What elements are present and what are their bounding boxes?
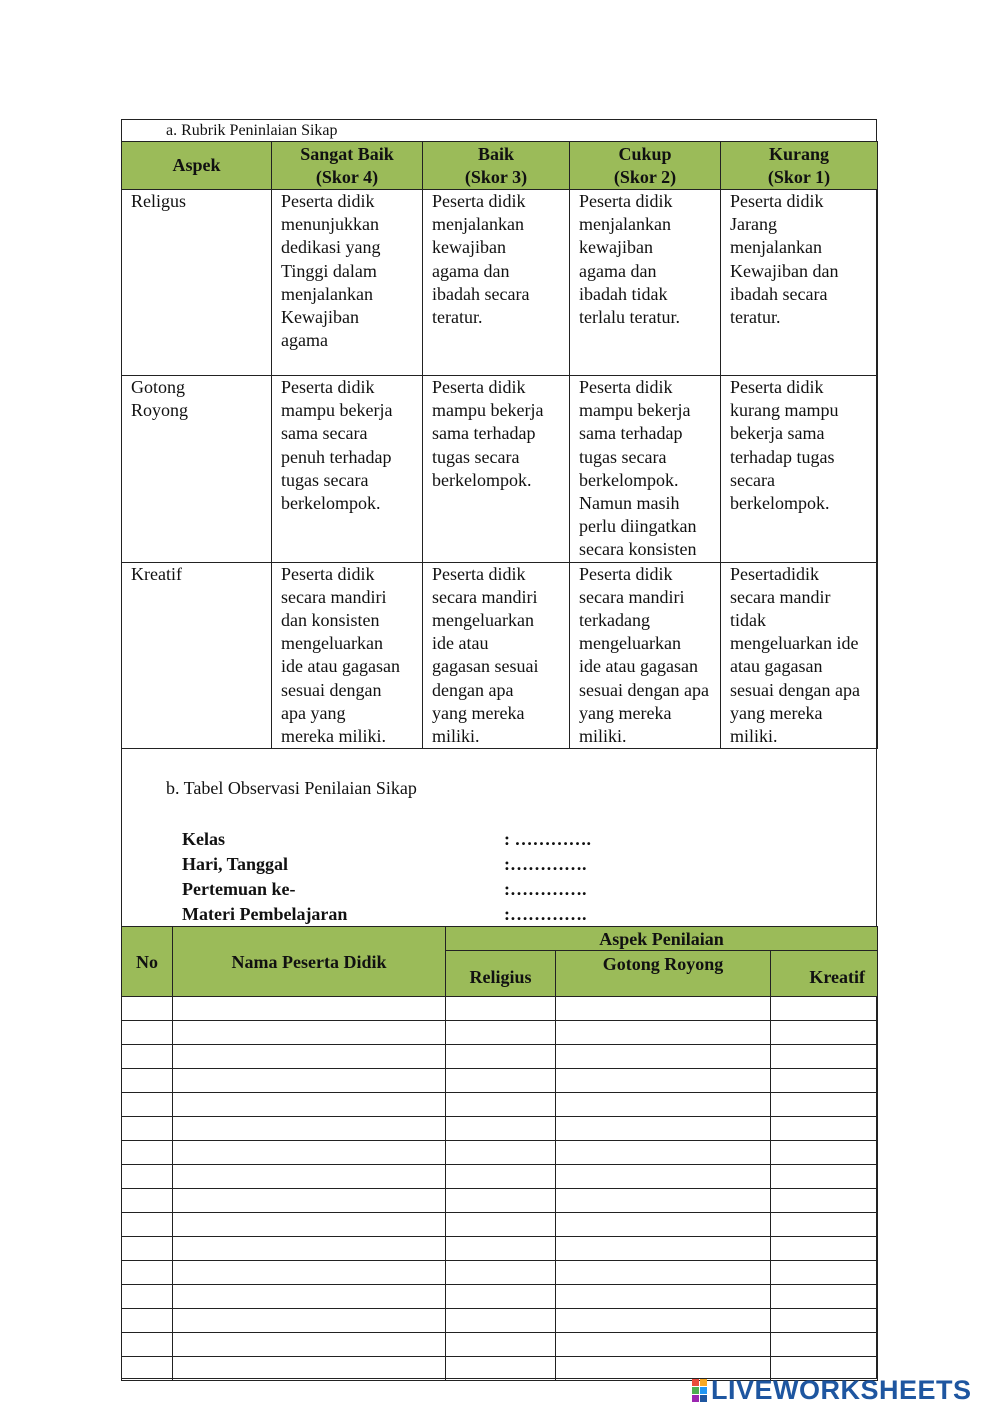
info-row-hari-tanggal	[182, 852, 591, 877]
rubric-aspect-line: Kreatif	[131, 563, 182, 584]
rubric-criteria-line: Peserta didik	[281, 191, 375, 211]
rubric-criteria-line: teratur.	[432, 307, 483, 328]
rubric-criteria-line: agama dan	[579, 260, 657, 281]
rubric-criteria-cell	[721, 376, 878, 563]
info-label: Kelas	[182, 829, 225, 849]
obs-empty-cell[interactable]	[173, 1285, 446, 1309]
rubric-criteria-line: mampu bekerja	[579, 400, 691, 421]
rubric-criteria-line: secara konsisten	[579, 539, 697, 560]
obs-empty-cell[interactable]	[173, 1357, 446, 1381]
rubric-criteria-line: yang mereka	[730, 702, 823, 723]
obs-empty-cell[interactable]	[173, 1069, 446, 1093]
rubric-criteria-line: miliki.	[730, 726, 778, 747]
table-row	[122, 1285, 878, 1309]
obs-empty-cell[interactable]	[446, 1093, 556, 1117]
rubric-criteria-line: secara mandiri	[281, 586, 387, 607]
rubric-criteria-cell	[272, 190, 423, 376]
obs-empty-cell[interactable]	[122, 1357, 173, 1381]
obs-empty-cell[interactable]	[771, 1165, 878, 1189]
rubric-aspect-cell	[122, 562, 272, 749]
info-label: Hari, Tanggal	[182, 854, 289, 874]
obs-empty-cell[interactable]	[173, 1117, 446, 1141]
rubric-criteria-line: Peserta didik	[579, 191, 673, 211]
info-value: :………….	[504, 854, 587, 874]
rubric-criteria-line: mengeluarkan	[281, 633, 383, 654]
rubric-caption: a. Rubrik Peninlaian Sikap	[166, 122, 338, 139]
obs-empty-cell[interactable]	[771, 1285, 878, 1309]
rubric-criteria-line: agama	[281, 330, 328, 351]
obs-empty-cell[interactable]	[122, 1261, 173, 1285]
rubric-criteria-line: ibadah secara	[432, 283, 530, 304]
obs-empty-cell[interactable]	[446, 997, 556, 1021]
rubric-criteria-line: gagasan sesuai	[432, 656, 539, 677]
obs-empty-cell[interactable]	[446, 1333, 556, 1357]
rubric-row	[122, 376, 878, 563]
obs-empty-cell[interactable]	[446, 1237, 556, 1261]
rubric-criteria-line: dedikasi yang	[281, 237, 381, 258]
obs-empty-cell[interactable]	[173, 1045, 446, 1069]
rubric-criteria-line: Tinggi dalam	[281, 260, 377, 281]
rubric-criteria-line: miliki.	[579, 726, 627, 747]
obs-empty-cell[interactable]	[122, 1069, 173, 1093]
rubric-criteria-line: menjalankan	[730, 237, 822, 258]
obs-empty-cell[interactable]	[556, 1141, 771, 1165]
obs-empty-cell[interactable]	[771, 1213, 878, 1237]
rubric-aspect-cell	[122, 376, 272, 563]
table-row	[122, 1069, 878, 1093]
rubric-criteria-line: perlu diingatkan	[579, 516, 697, 537]
rubric-aspect-line: Religus	[131, 191, 187, 211]
info-value: :………….	[504, 904, 587, 924]
obs-empty-cell[interactable]	[556, 1045, 771, 1069]
obs-empty-cell[interactable]	[556, 1213, 771, 1237]
obs-empty-cell[interactable]	[771, 1309, 878, 1333]
table-row	[122, 1333, 878, 1357]
table-row	[122, 1261, 878, 1285]
rubric-criteria-line: atau gagasan	[730, 656, 823, 677]
rubric-row	[122, 562, 878, 749]
obs-empty-cell[interactable]	[173, 1237, 446, 1261]
rubric-criteria-line: apa yang	[281, 702, 346, 723]
info-value: :………….	[504, 879, 587, 899]
obs-empty-cell[interactable]	[771, 1093, 878, 1117]
liveworksheets-logo-icon	[692, 1379, 707, 1402]
obs-empty-cell[interactable]	[556, 1165, 771, 1189]
logo-square	[700, 1395, 707, 1402]
rubric-criteria-cell	[721, 562, 878, 749]
obs-empty-cell[interactable]	[556, 1333, 771, 1357]
obs-empty-cell[interactable]	[771, 1189, 878, 1213]
obs-empty-cell[interactable]	[122, 1189, 173, 1213]
observation-info	[182, 827, 591, 927]
rubric-criteria-line: kewajiban	[432, 237, 506, 258]
rubric-criteria-line: yang mereka	[432, 702, 525, 723]
rubric-criteria-line: Peserta didik	[730, 191, 824, 211]
obs-header-aspek-penilaian: Aspek Penilaian	[446, 927, 878, 951]
obs-empty-cell[interactable]	[771, 1333, 878, 1357]
rubric-criteria-line: mampu bekerja	[432, 400, 544, 421]
rubric-criteria-line: Peserta didik	[730, 377, 824, 397]
obs-empty-cell[interactable]	[173, 1189, 446, 1213]
rubric-criteria-line: Kewajiban	[281, 307, 359, 328]
obs-empty-cell[interactable]	[122, 1045, 173, 1069]
table-row	[122, 1045, 878, 1069]
obs-empty-cell[interactable]	[446, 1141, 556, 1165]
rubric-criteria-line: berkelompok.	[579, 469, 679, 490]
rubric-criteria-line: Peserta didik	[281, 563, 375, 584]
rubric-aspect-line: Royong	[131, 400, 189, 421]
obs-header-kreatif: Kreatif	[771, 951, 878, 997]
obs-empty-cell[interactable]	[771, 1069, 878, 1093]
rubric-criteria-line: terhadap tugas	[730, 446, 835, 467]
rubric-header-cukup: Cukup (Skor 2)	[570, 142, 721, 190]
rubric-criteria-cell	[423, 190, 570, 376]
liveworksheets-logo-text: LIVEWORKSHEETS	[711, 1374, 972, 1405]
rubric-criteria-line: tidak	[730, 610, 766, 631]
rubric-criteria-line: menjalankan	[281, 283, 373, 304]
obs-empty-cell[interactable]	[122, 1165, 173, 1189]
rubric-criteria-line: terlalu teratur.	[579, 307, 680, 328]
obs-empty-cell[interactable]	[556, 1189, 771, 1213]
rubric-header-sangat-baik: Sangat Baik (Skor 4)	[272, 142, 423, 190]
obs-empty-cell[interactable]	[446, 1309, 556, 1333]
rubric-criteria-line: Peserta didik	[579, 563, 673, 584]
rubric-criteria-line: Peserta didik	[432, 563, 526, 584]
rubric-criteria-line: sesuai dengan	[281, 679, 382, 700]
rubric-criteria-line: kewajiban	[579, 237, 653, 258]
table-row	[122, 1237, 878, 1261]
obs-empty-cell[interactable]	[173, 1261, 446, 1285]
logo-square	[692, 1387, 699, 1394]
obs-header-gotong-royong: Gotong Royong	[556, 951, 771, 997]
obs-empty-cell[interactable]	[556, 1093, 771, 1117]
rubric-criteria-cell	[423, 376, 570, 563]
obs-empty-cell[interactable]	[122, 997, 173, 1021]
rubric-criteria-line: teratur.	[730, 307, 781, 328]
rubric-table	[121, 141, 878, 749]
rubric-criteria-line: sesuai dengan apa	[730, 679, 860, 700]
obs-header-name: Nama Peserta Didik	[173, 927, 446, 997]
rubric-criteria-line: Peserta didik	[281, 377, 375, 397]
table-row	[122, 1165, 878, 1189]
rubric-criteria-line: menunjukkan	[281, 214, 379, 235]
rubric-aspect-cell	[122, 190, 272, 376]
obs-empty-cell[interactable]	[173, 1213, 446, 1237]
rubric-criteria-line: miliki.	[432, 726, 480, 747]
logo-square	[700, 1387, 707, 1394]
rubric-criteria-line: mampu bekerja	[281, 400, 393, 421]
rubric-criteria-line: penuh terhadap	[281, 446, 392, 467]
rubric-criteria-line: Peserta didik	[432, 377, 526, 397]
rubric-criteria-line: agama dan	[432, 260, 510, 281]
obs-empty-cell[interactable]	[173, 1333, 446, 1357]
rubric-criteria-line: Kewajiban dan	[730, 260, 839, 281]
rubric-criteria-line: yang mereka	[579, 702, 672, 723]
info-value: : ………….	[504, 829, 591, 849]
obs-empty-cell[interactable]	[122, 1093, 173, 1117]
obs-empty-cell[interactable]	[771, 1045, 878, 1069]
table-row	[122, 997, 878, 1021]
rubric-criteria-line: tugas secara	[281, 469, 369, 490]
liveworksheets-logo	[692, 1375, 972, 1405]
obs-empty-cell[interactable]	[446, 1021, 556, 1045]
table-row	[122, 1117, 878, 1141]
rubric-criteria-line: Peserta didik	[579, 377, 673, 397]
obs-empty-cell[interactable]	[173, 997, 446, 1021]
rubric-criteria-line: bekerja sama	[730, 423, 825, 444]
logo-square	[692, 1395, 699, 1402]
rubric-criteria-cell	[272, 376, 423, 563]
rubric-criteria-line: berkelompok.	[432, 469, 532, 490]
rubric-criteria-line: Namun masih	[579, 493, 680, 514]
rubric-criteria-line: ibadah secara	[730, 283, 828, 304]
rubric-criteria-line: dan konsisten	[281, 610, 380, 631]
rubric-criteria-cell	[272, 562, 423, 749]
rubric-criteria-line: mengeluarkan	[579, 633, 681, 654]
rubric-criteria-cell	[570, 190, 721, 376]
rubric-criteria-line: dengan apa	[432, 679, 514, 700]
observation-caption: b. Tabel Observasi Penilaian Sikap	[166, 778, 417, 798]
obs-empty-cell[interactable]	[122, 1213, 173, 1237]
obs-empty-cell[interactable]	[771, 997, 878, 1021]
obs-empty-cell[interactable]	[446, 1117, 556, 1141]
rubric-header-kurang: Kurang (Skor 1)	[721, 142, 878, 190]
obs-empty-cell[interactable]	[173, 1093, 446, 1117]
rubric-criteria-cell	[570, 562, 721, 749]
obs-empty-cell[interactable]	[446, 1357, 556, 1381]
obs-empty-cell[interactable]	[122, 1021, 173, 1045]
rubric-criteria-line: secara mandir	[730, 586, 831, 607]
obs-empty-cell[interactable]	[771, 1237, 878, 1261]
table-row	[122, 1213, 878, 1237]
rubric-criteria-line: Jarang	[730, 214, 777, 235]
obs-empty-cell[interactable]	[771, 1141, 878, 1165]
rubric-criteria-line: kurang mampu	[730, 400, 839, 421]
obs-empty-cell[interactable]	[771, 1261, 878, 1285]
obs-empty-cell[interactable]	[446, 1285, 556, 1309]
obs-empty-cell[interactable]	[173, 1021, 446, 1045]
rubric-criteria-line: menjalankan	[579, 214, 671, 235]
obs-empty-cell[interactable]	[446, 1189, 556, 1213]
obs-empty-cell[interactable]	[556, 1069, 771, 1093]
info-row-pertemuan	[182, 877, 591, 902]
rubric-header-baik: Baik (Skor 3)	[423, 142, 570, 190]
obs-empty-cell[interactable]	[556, 1237, 771, 1261]
rubric-criteria-line: tugas secara	[579, 446, 667, 467]
table-row	[122, 1141, 878, 1165]
rubric-criteria-line: berkelompok.	[730, 493, 830, 514]
rubric-criteria-line: secara mandiri	[432, 586, 538, 607]
rubric-row	[122, 190, 878, 376]
rubric-criteria-line: ide atau gagasan	[281, 656, 400, 677]
rubric-criteria-cell	[721, 190, 878, 376]
rubric-criteria-line: ibadah tidak	[579, 283, 668, 304]
table-row	[122, 1021, 878, 1045]
obs-empty-cell[interactable]	[173, 1309, 446, 1333]
rubric-aspect-line: Gotong	[131, 377, 185, 397]
rubric-criteria-line: berkelompok.	[281, 493, 381, 514]
rubric-criteria-line: ide atau	[432, 633, 489, 654]
rubric-criteria-line: sama terhadap	[432, 423, 536, 444]
obs-empty-cell[interactable]	[122, 1309, 173, 1333]
obs-empty-cell[interactable]	[446, 1261, 556, 1285]
obs-empty-cell[interactable]	[173, 1141, 446, 1165]
rubric-criteria-cell	[570, 376, 721, 563]
obs-empty-cell[interactable]	[556, 1261, 771, 1285]
rubric-header-aspek: Aspek	[122, 142, 272, 190]
rubric-criteria-line: ide atau gagasan	[579, 656, 698, 677]
rubric-criteria-line: sesuai dengan apa	[579, 679, 709, 700]
rubric-criteria-line: terkadang	[579, 610, 650, 631]
obs-empty-cell[interactable]	[122, 1237, 173, 1261]
info-label: Pertemuan ke-	[182, 879, 296, 899]
info-row-kelas	[182, 827, 591, 852]
rubric-criteria-line: secara mandiri	[579, 586, 685, 607]
table-row	[122, 1309, 878, 1333]
rubric-criteria-line: sama terhadap	[579, 423, 683, 444]
obs-empty-cell[interactable]	[446, 1045, 556, 1069]
table-row	[122, 1189, 878, 1213]
obs-empty-cell[interactable]	[446, 1213, 556, 1237]
rubric-criteria-line: Peserta didik	[432, 191, 526, 211]
rubric-criteria-line: sama secara	[281, 423, 368, 444]
obs-empty-cell[interactable]	[556, 1117, 771, 1141]
rubric-criteria-cell	[423, 562, 570, 749]
table-row	[122, 1093, 878, 1117]
rubric-criteria-line: mengeluarkan ide	[730, 633, 859, 654]
obs-empty-cell[interactable]	[556, 1285, 771, 1309]
obs-empty-cell[interactable]	[446, 1165, 556, 1189]
obs-empty-cell[interactable]	[771, 1117, 878, 1141]
rubric-criteria-line: Pesertadidik	[730, 563, 819, 584]
obs-empty-cell[interactable]	[771, 1021, 878, 1045]
obs-header-religius: Religius	[446, 951, 556, 997]
obs-empty-cell[interactable]	[122, 1333, 173, 1357]
rubric-criteria-line: secara	[730, 469, 775, 490]
info-row-materi	[182, 902, 591, 927]
rubric-header-row	[122, 142, 878, 190]
rubric-criteria-line: tugas secara	[432, 446, 520, 467]
info-label: Materi Pembelajaran	[182, 904, 348, 924]
rubric-criteria-line: menjalankan	[432, 214, 524, 235]
obs-empty-cell[interactable]	[122, 1141, 173, 1165]
rubric-criteria-line: mereka miliki.	[281, 726, 386, 747]
obs-empty-cell[interactable]	[446, 1069, 556, 1093]
obs-empty-cell[interactable]	[122, 1117, 173, 1141]
logo-square	[700, 1379, 707, 1386]
obs-empty-cell[interactable]	[173, 1165, 446, 1189]
obs-empty-cell[interactable]	[556, 997, 771, 1021]
observation-table	[121, 926, 878, 1381]
obs-empty-cell[interactable]	[556, 1309, 771, 1333]
logo-square	[692, 1379, 699, 1386]
obs-header-no: No	[122, 927, 173, 997]
obs-empty-cell[interactable]	[556, 1021, 771, 1045]
rubric-criteria-line: mengeluarkan	[432, 610, 534, 631]
obs-empty-cell[interactable]	[122, 1285, 173, 1309]
